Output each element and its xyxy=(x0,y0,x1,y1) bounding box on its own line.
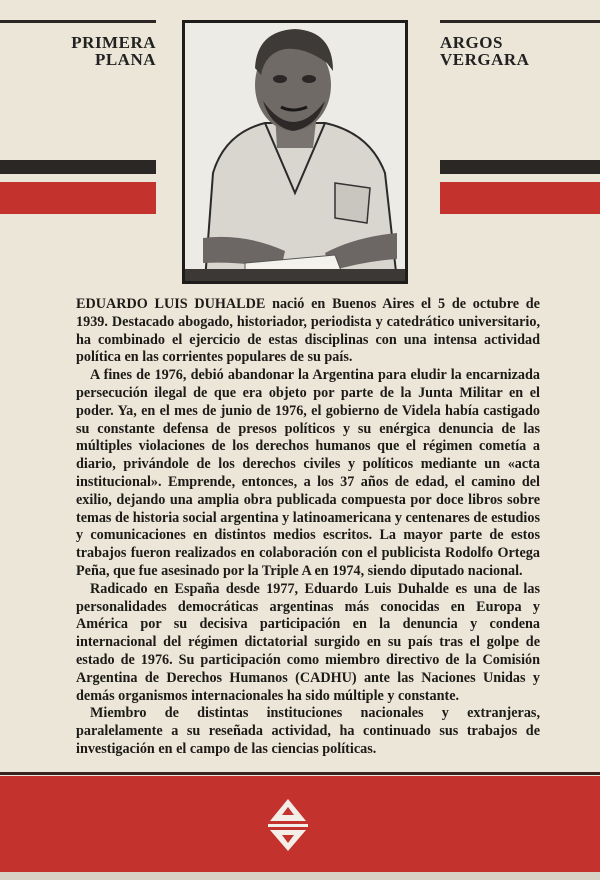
left-dark-band xyxy=(0,160,156,174)
right-dark-band xyxy=(440,160,600,174)
author-biography xyxy=(76,296,540,759)
right-top-rule xyxy=(440,20,600,23)
publisher-left-line1: PRIMERA xyxy=(71,33,156,52)
right-red-band xyxy=(440,182,600,214)
author-portrait-icon xyxy=(185,23,405,281)
publisher-right-line2: VERGARA xyxy=(440,50,530,69)
footer-edge xyxy=(0,872,600,880)
author-photo xyxy=(182,20,408,284)
publisher-left-line2: PLANA xyxy=(94,50,156,69)
publisher-logo-icon xyxy=(266,797,310,853)
publisher-right-line1: ARGOS xyxy=(440,33,503,52)
bio-paragraph-1: EDUARDO LUIS DUHALDE nació en Buenos Aires el 5 de octubre de 1939. Destacado abogado, historiador, periodista y catedrático universitario, ha combinado el ejercicio de estas disciplinas con una intensa actividad política en las corrientes populares de su país. xyxy=(76,296,540,366)
footer-top-rule xyxy=(0,772,600,775)
publisher-argos-vergara xyxy=(440,34,590,68)
bio-paragraph-4: Miembro de distintas instituciones nacionales y extranjeras, paralelamente a su reseñada actividad, ha continuado sus trabajos de investigación en el campo de las ciencias políticas. xyxy=(76,705,540,757)
left-red-band xyxy=(0,182,156,214)
bio-paragraph-3: Radicado en España desde 1977, Eduardo Luis Duhalde es una de las personalidades democráticas argentinas más conocidas en Europa y América por su decisiva participación en la denuncia y condena internacional del régimen dictatorial surgido en su país tras el golpe de estado de 1976. Su participación como miembro directivo de la Comisión Argentina de Derechos Humanos (CADHU) ante las Naciones Unidas y demás organismos internacionales ha sido múltiple y constante. xyxy=(76,580,540,704)
publisher-primera-plana xyxy=(0,34,156,68)
left-top-rule xyxy=(0,20,156,23)
bio-paragraph-2: A fines de 1976, debió abandonar la Argentina para eludir la encarnizada persecución ilegal de que era objeto por parte de la Junta Militar en el poder. Ya, en el mes de junio de 1976, el gobierno de Videla había castigado su constante defensa de presos políticos y su enérgica denuncia de las múltiples violaciones de los derechos humanos que el régimen cometía a diario, privándole de los derechos civiles y políticos mediante un «acta institucional». Emprende, entonces, a los 37 años de edad, el camino del exilio, dejando una amplia obra publicada compuesta por doce libros sobre temas de historia social argentina y latinoamericana y centenares de estudios y comunicaciones en distintos medios escritos. La mayor parte de estos trabajos fueron realizados en colaboración con el publicista Rodolfo Ortega Peña, que fue asesinado por la Triple A en 1974, siendo diputado nacional. xyxy=(76,367,540,579)
